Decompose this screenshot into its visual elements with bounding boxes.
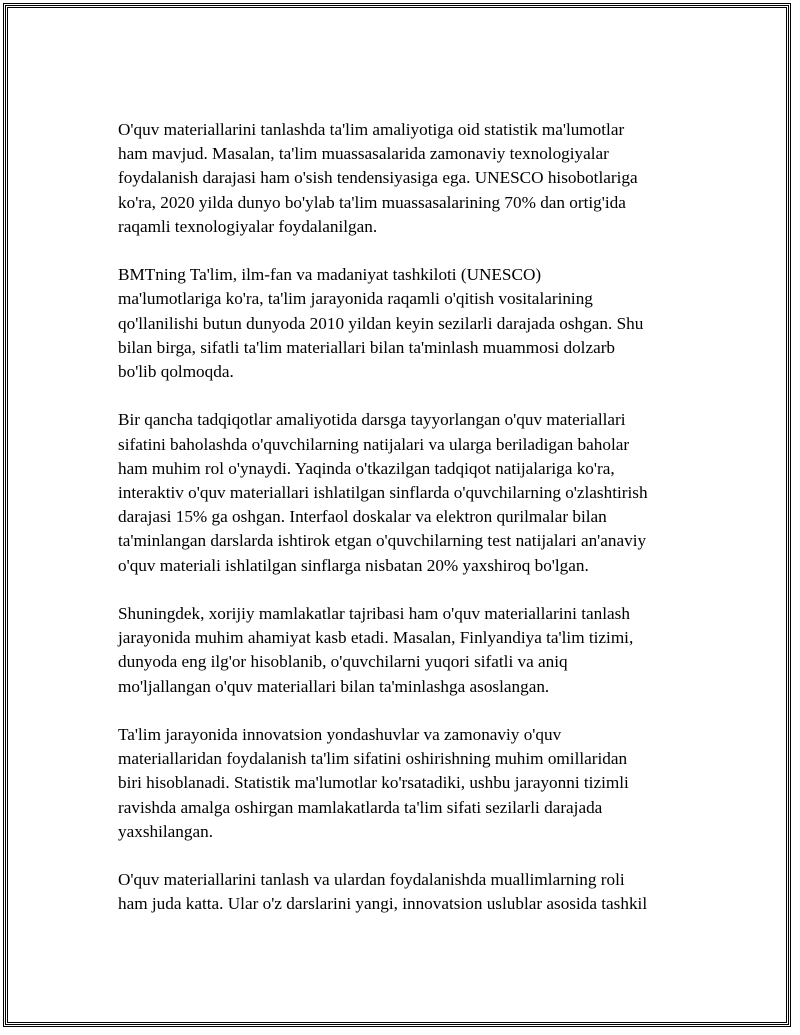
paragraph-2 [118, 263, 698, 384]
text-line: raqamli texnologiyalar foydalanilgan. [118, 216, 378, 236]
text-line: ham juda katta. Ular o'z darslarini yangi, innovatsion uslublar asosida tashkil [118, 894, 648, 914]
paragraph-6 [118, 868, 698, 916]
text-line: ham muhim rol o'ynaydi. Yaqinda o'tkazilgan tadqiqot natijalariga ko'ra, [118, 458, 615, 478]
text-line: biri hisoblanadi. Statistik ma'lumotlar ko'rsatadiki, ushbu jarayonni tizimli [118, 773, 629, 793]
text-line: interaktiv o'quv materiallari ishlatilgan sinflarda o'quvchilarning o'zlashtirish [118, 483, 648, 503]
text-line: BMTning Ta'lim, ilm-fan va madaniyat tashkiloti (UNESCO) [118, 265, 542, 285]
text-line: qo'llanilishi butun dunyoda 2010 yildan keyin sezilarli darajada oshgan. Shu [118, 313, 644, 333]
text-line: ko'ra, 2020 yilda dunyo bo'ylab ta'lim muassasalarining 70% dan ortig'ida [118, 192, 626, 212]
text-line: dunyoda eng ilg'or hisoblanib, o'quvchilarni yuqori sifatli va aniq [118, 652, 568, 672]
text-line: O'quv materiallarini tanlashda ta'lim amaliyotiga oid statistik ma'lumotlar [118, 120, 625, 139]
text-line: yaxshilangan. [118, 821, 213, 841]
text-line: O'quv materiallarini tanlash va ulardan foydalanishda muallimlarning roli [118, 870, 625, 890]
text-line: ma'lumotlariga ko'ra, ta'lim jarayonida raqamli o'qitish vositalarining [118, 289, 593, 309]
paragraph-4 [118, 602, 698, 699]
text-line: materiallaridan foydalanish ta'lim sifatini oshirishning muhim omillaridan [118, 749, 628, 769]
text-line: sifatini baholashda o'quvchilarning natijalari va ularga beriladigan baholar [118, 434, 630, 454]
text-line: bilan birga, sifatli ta'lim materiallari bilan ta'minlash muammosi dolzarb [118, 337, 616, 357]
text-line: Shuningdek, xorijiy mamlakatlar tajribasi ham o'quv materiallarini tanlash [118, 604, 630, 624]
paragraph-3 [118, 408, 698, 577]
text-line: Ta'lim jarayonida innovatsion yondashuvlar va zamonaviy o'quv [118, 725, 562, 745]
text-line: bo'lib qolmoqda. [118, 362, 234, 382]
text-line: Bir qancha tadqiqotlar amaliyotida darsga tayyorlangan o'quv materiallari [118, 410, 626, 430]
text-line: ta'minlangan darslarda ishtirok etgan o'quvchilarning test natijalari an'anaviy [118, 531, 647, 551]
text-line: ravishda amalga oshirgan mamlakatlarda ta'lim sifati sezilarli darajada [118, 797, 603, 817]
text-line: foydalanish darajasi ham o'sish tendensiyasiga ega. UNESCO hisobotlariga [118, 168, 638, 188]
text-line: darajasi 15% ga oshgan. Interfaol doskalar va elektron qurilmalar bilan [118, 507, 607, 527]
text-line: mo'ljallangan o'quv materiallari bilan ta'minlashga asoslangan. [118, 676, 550, 696]
text-line: o'quv materiali ishlatilgan sinflarga nisbatan 20% yaxshiroq bo'lgan. [118, 555, 589, 575]
text-line: ham mavjud. Masalan, ta'lim muassasalarida zamonaviy texnologiyalar [118, 144, 609, 164]
document-body [118, 118, 698, 941]
paragraph-1 [118, 118, 698, 239]
text-line: jarayonida muhim ahamiyat kasb etadi. Masalan, Finlyandiya ta'lim tizimi, [118, 628, 634, 648]
paragraph-5 [118, 723, 698, 844]
